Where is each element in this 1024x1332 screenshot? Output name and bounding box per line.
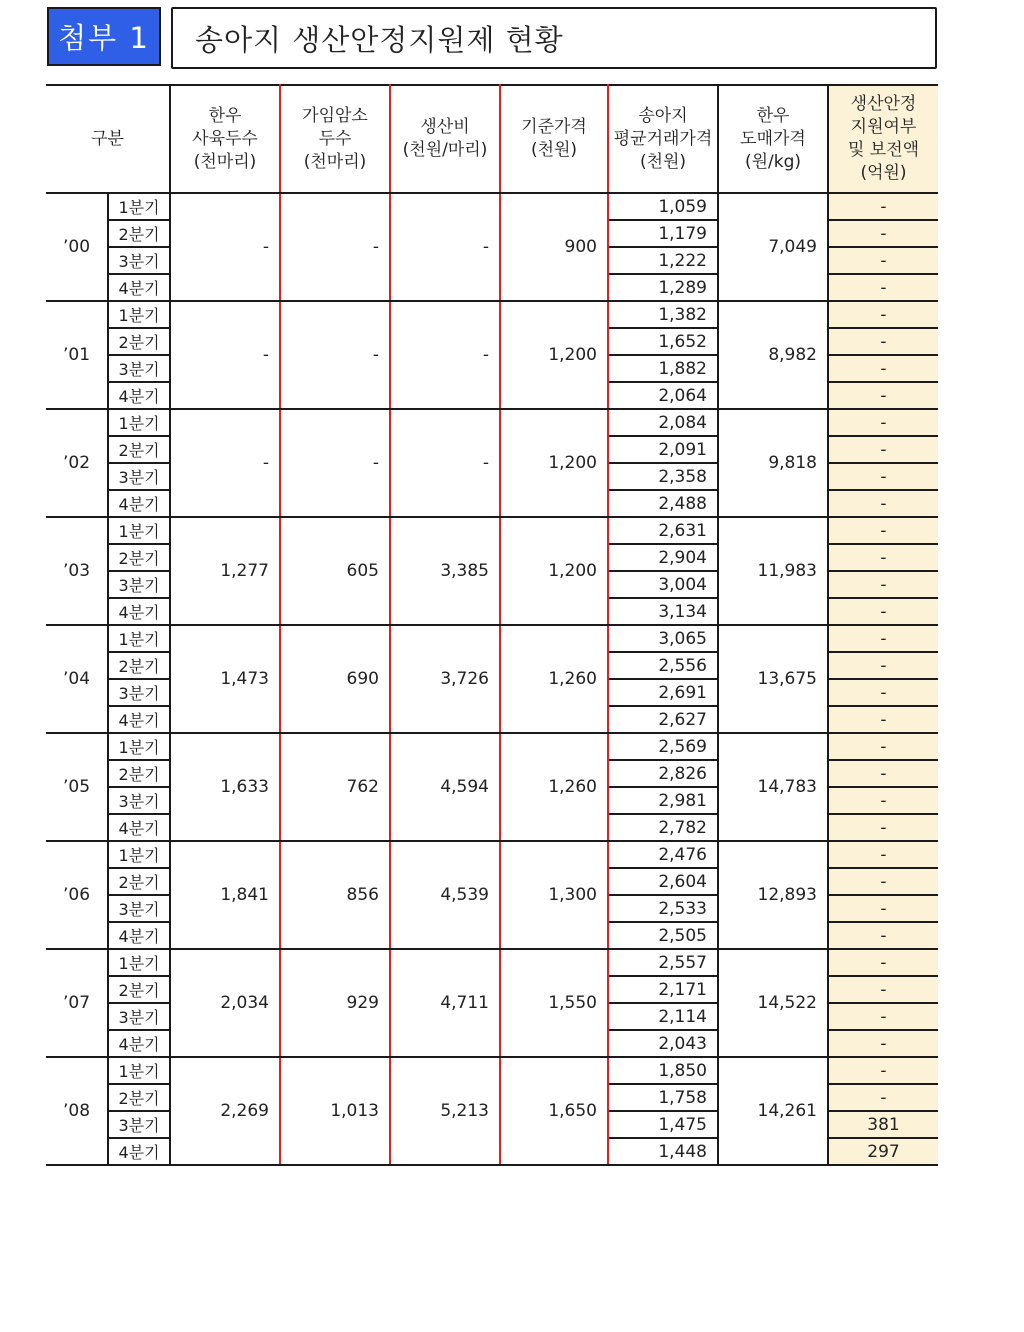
header-line: 도매가격 [740,128,806,149]
support-cell: - [828,1084,938,1111]
herd-cell: 2,034 [170,949,280,1057]
wholesale-cell: 14,261 [718,1057,828,1165]
year-cell: ’02 [46,409,108,517]
support-cell: - [828,1030,938,1057]
header-line: 가임암소 [302,105,368,126]
quarter-cell: 2분기 [108,868,170,895]
quarter-cell: 3분기 [108,571,170,598]
support-cell: - [828,517,938,544]
header-line: 평균거래가격 [613,128,713,149]
quarter-cell: 3분기 [108,355,170,382]
year-cell: ’03 [46,517,108,625]
support-cell: - [828,463,938,490]
header-cows [280,85,390,193]
quarter-cell: 1분기 [108,625,170,652]
herd-cell: 1,633 [170,733,280,841]
avg-price-cell: 2,064 [608,382,718,409]
quarter-cell: 2분기 [108,544,170,571]
avg-price-cell: 1,850 [608,1057,718,1084]
year-cell: ’04 [46,625,108,733]
support-cell: - [828,922,938,949]
avg-price-cell: 2,782 [608,814,718,841]
cows-cell: - [280,301,390,409]
table-row [46,733,938,760]
avg-price-cell: 2,826 [608,760,718,787]
support-cell: - [828,193,938,220]
herd-cell: - [170,409,280,517]
avg-price-cell: 3,065 [608,625,718,652]
avg-price-cell: 2,043 [608,1030,718,1057]
header-line: 한우 [208,105,242,126]
avg-price-cell: 1,758 [608,1084,718,1111]
quarter-cell: 3분기 [108,247,170,274]
quarter-cell: 1분기 [108,733,170,760]
cost-cell: 4,594 [390,733,500,841]
wholesale-cell: 14,783 [718,733,828,841]
cost-cell: 5,213 [390,1057,500,1165]
cows-cell: - [280,193,390,301]
quarter-cell: 4분기 [108,274,170,301]
quarter-cell: 4분기 [108,598,170,625]
header-line: 생산비 [420,117,470,137]
quarter-cell: 3분기 [108,1111,170,1138]
table-row [46,301,938,328]
header-herd [170,85,280,193]
header-line: 송아지 [638,105,688,126]
support-cell: - [828,733,938,760]
table-row [46,409,938,436]
quarter-cell: 3분기 [108,1003,170,1030]
support-cell: - [828,220,938,247]
quarter-cell: 1분기 [108,1057,170,1084]
avg-price-cell: 2,358 [608,463,718,490]
quarter-cell: 2분기 [108,1084,170,1111]
table-row [46,841,938,868]
table-row [46,193,938,220]
wholesale-cell: 13,675 [718,625,828,733]
header-line: (천마리) [193,151,257,172]
cost-cell: 4,711 [390,949,500,1057]
quarter-cell: 2분기 [108,220,170,247]
wholesale-cell: 7,049 [718,193,828,301]
header-line: 구분 [91,128,124,149]
quarter-cell: 2분기 [108,760,170,787]
cows-cell: 762 [280,733,390,841]
cost-cell: - [390,193,500,301]
table-body [46,193,938,1165]
header-line: (천원/마리) [402,140,488,160]
support-cell: - [828,679,938,706]
avg-price-cell: 2,476 [608,841,718,868]
support-cell: - [828,301,938,328]
support-cell: - [828,949,938,976]
header-line: (천원) [639,151,687,172]
header-line: 및 보전액 [847,140,920,160]
wholesale-cell: 12,893 [718,841,828,949]
avg-price-cell: 3,134 [608,598,718,625]
quarter-cell: 3분기 [108,895,170,922]
cost-cell: - [390,301,500,409]
support-cell: - [828,1057,938,1084]
quarter-cell: 2분기 [108,652,170,679]
avg-price-cell: 1,059 [608,193,718,220]
avg-price-cell: 3,004 [608,571,718,598]
base-price-cell: 1,260 [500,733,608,841]
header-line: (억원) [860,163,907,183]
avg-price-cell: 2,505 [608,922,718,949]
avg-price-cell: 2,114 [608,1003,718,1030]
support-cell: - [828,598,938,625]
base-price-cell: 1,260 [500,625,608,733]
quarter-cell: 4분기 [108,382,170,409]
avg-price-cell: 1,882 [608,355,718,382]
support-cell: 297 [828,1138,938,1165]
base-price-cell: 900 [500,193,608,301]
support-cell: - [828,328,938,355]
cows-cell: - [280,409,390,517]
support-cell: - [828,760,938,787]
cost-cell: - [390,409,500,517]
avg-price-cell: 2,084 [608,409,718,436]
support-cell: - [828,706,938,733]
header-support [828,85,938,193]
wholesale-cell: 9,818 [718,409,828,517]
header-line: (천마리) [303,151,367,172]
base-price-cell: 1,200 [500,301,608,409]
year-cell: ’07 [46,949,108,1057]
support-cell: - [828,976,938,1003]
avg-price-cell: 2,569 [608,733,718,760]
support-cell: - [828,382,938,409]
header-cost [390,85,500,193]
table-row [46,949,938,976]
quarter-cell: 2분기 [108,976,170,1003]
quarter-cell: 1분기 [108,409,170,436]
avg-price-cell: 2,691 [608,679,718,706]
herd-cell: 1,473 [170,625,280,733]
header-line: 한우 [756,105,790,126]
document-title: 송아지 생산안정지원제 현황 [171,7,937,69]
quarter-cell: 4분기 [108,1030,170,1057]
avg-price-cell: 2,604 [608,868,718,895]
table-row [46,1057,938,1084]
quarter-cell: 1분기 [108,193,170,220]
base-price-cell: 1,650 [500,1057,608,1165]
herd-cell: - [170,193,280,301]
quarter-cell: 3분기 [108,463,170,490]
support-cell: - [828,490,938,517]
avg-price-cell: 2,627 [608,706,718,733]
cows-cell: 690 [280,625,390,733]
avg-price-cell: 1,652 [608,328,718,355]
support-cell: - [828,544,938,571]
header-category [46,85,170,193]
avg-price-cell: 1,448 [608,1138,718,1165]
header-line: 사육두수 [192,128,258,149]
herd-cell: 2,269 [170,1057,280,1165]
support-cell: - [828,652,938,679]
avg-price-cell: 2,556 [608,652,718,679]
header-line: (원/kg) [744,151,802,172]
support-cell: - [828,868,938,895]
avg-price-cell: 2,171 [608,976,718,1003]
herd-cell: - [170,301,280,409]
header-avg-price [608,85,718,193]
support-cell: - [828,1003,938,1030]
cost-cell: 3,726 [390,625,500,733]
wholesale-cell: 11,983 [718,517,828,625]
herd-cell: 1,277 [170,517,280,625]
quarter-cell: 4분기 [108,814,170,841]
avg-price-cell: 2,631 [608,517,718,544]
header-line: 두수 [318,128,352,149]
header-base-price [500,85,608,193]
header-wholesale [718,85,828,193]
avg-price-cell: 2,488 [608,490,718,517]
quarter-cell: 4분기 [108,490,170,517]
header-line: 기준가격 [521,117,587,137]
support-cell: - [828,436,938,463]
avg-price-cell: 2,904 [608,544,718,571]
support-cell: - [828,625,938,652]
support-cell: - [828,571,938,598]
avg-price-cell: 1,179 [608,220,718,247]
cost-cell: 3,385 [390,517,500,625]
cows-cell: 856 [280,841,390,949]
support-cell: - [828,409,938,436]
avg-price-cell: 2,533 [608,895,718,922]
cost-cell: 4,539 [390,841,500,949]
support-cell: 381 [828,1111,938,1138]
quarter-cell: 1분기 [108,301,170,328]
avg-price-cell: 1,382 [608,301,718,328]
avg-price-cell: 2,557 [608,949,718,976]
base-price-cell: 1,550 [500,949,608,1057]
header-line: 지원여부 [850,117,917,137]
quarter-cell: 3분기 [108,679,170,706]
support-cell: - [828,247,938,274]
quarter-cell: 3분기 [108,787,170,814]
calf-stabilization-table [46,84,938,1166]
base-price-cell: 1,200 [500,409,608,517]
cows-cell: 605 [280,517,390,625]
quarter-cell: 4분기 [108,922,170,949]
wholesale-cell: 8,982 [718,301,828,409]
table-row [46,625,938,652]
year-cell: ’05 [46,733,108,841]
avg-price-cell: 1,475 [608,1111,718,1138]
wholesale-cell: 14,522 [718,949,828,1057]
quarter-cell: 4분기 [108,706,170,733]
year-cell: ’01 [46,301,108,409]
document-header [47,7,937,69]
base-price-cell: 1,300 [500,841,608,949]
avg-price-cell: 2,981 [608,787,718,814]
support-cell: - [828,841,938,868]
herd-cell: 1,841 [170,841,280,949]
attachment-badge: 첨부 1 [47,7,161,66]
header-line: 생산안정 [850,94,917,114]
support-cell: - [828,274,938,301]
quarter-cell: 2분기 [108,328,170,355]
quarter-cell: 1분기 [108,841,170,868]
quarter-cell: 1분기 [108,949,170,976]
avg-price-cell: 2,091 [608,436,718,463]
cows-cell: 929 [280,949,390,1057]
support-cell: - [828,787,938,814]
year-cell: ’08 [46,1057,108,1165]
support-cell: - [828,355,938,382]
support-cell: - [828,814,938,841]
support-cell: - [828,895,938,922]
avg-price-cell: 1,222 [608,247,718,274]
avg-price-cell: 1,289 [608,274,718,301]
quarter-cell: 2분기 [108,436,170,463]
table-row [46,517,938,544]
quarter-cell: 1분기 [108,517,170,544]
quarter-cell: 4분기 [108,1138,170,1165]
year-cell: ’00 [46,193,108,301]
header-row [46,85,938,193]
cows-cell: 1,013 [280,1057,390,1165]
year-cell: ’06 [46,841,108,949]
header-line: (천원) [530,140,578,160]
base-price-cell: 1,200 [500,517,608,625]
